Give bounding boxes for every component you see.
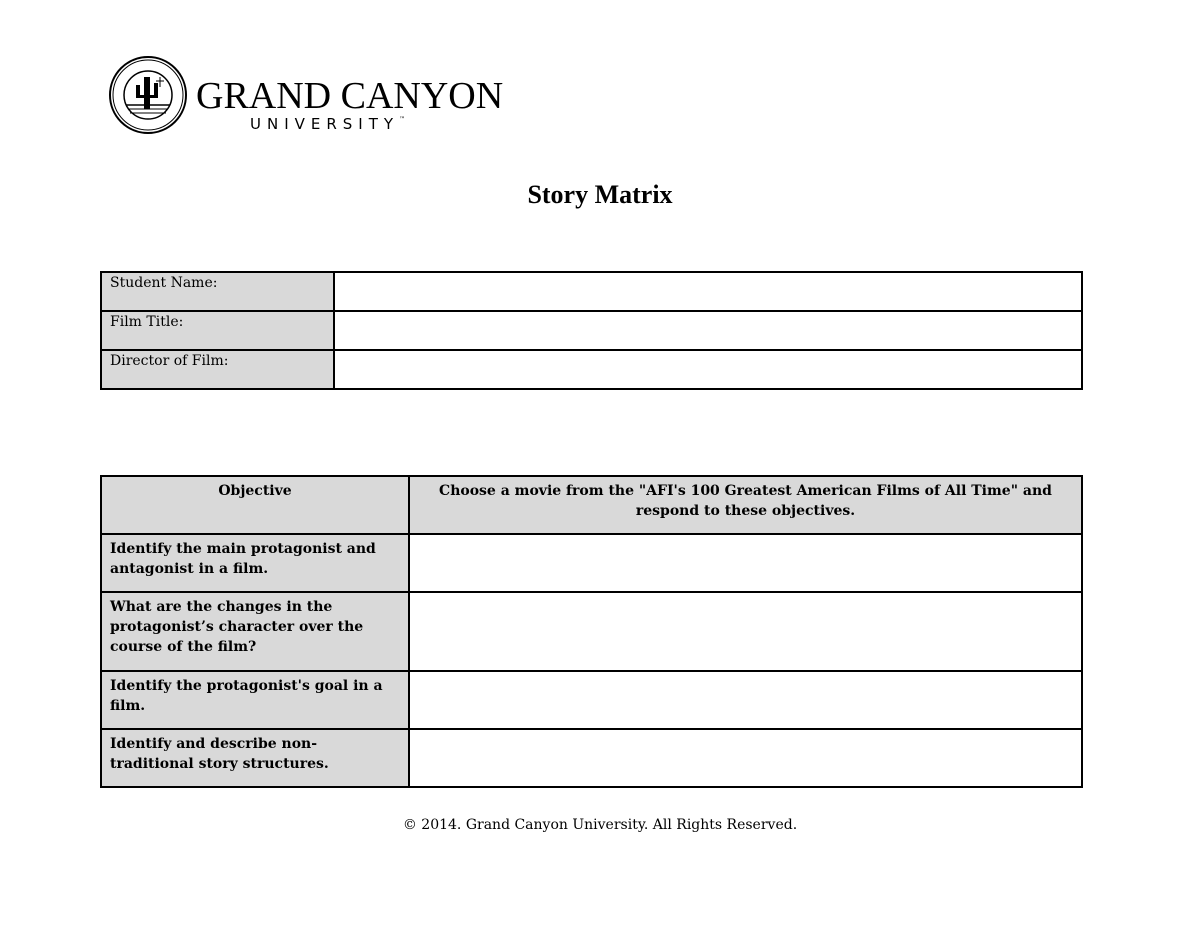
- objective-cell: What are the changes in the protagonist’s character over the course of the film?: [101, 592, 409, 671]
- film-title-field[interactable]: [334, 311, 1082, 350]
- objective-header: Objective: [101, 476, 409, 534]
- film-title-label: Film Title:: [101, 311, 334, 350]
- response-header: Choose a movie from the "AFI's 100 Greatest American Films of All Time" and respond to these objectives.: [409, 476, 1082, 534]
- logo-subtitle: UNIVERSITY™: [250, 115, 406, 133]
- copyright-footer: © 2014. Grand Canyon University. All Rights Reserved.: [402, 817, 798, 833]
- logo-name: GRAND CANYON: [196, 75, 504, 117]
- response-field[interactable]: [409, 592, 1082, 671]
- table-row: [101, 671, 1082, 729]
- response-field[interactable]: [409, 729, 1082, 787]
- table-row: [101, 311, 1082, 350]
- university-seal-icon: [108, 55, 188, 135]
- table-row: [101, 350, 1082, 389]
- university-logo: [108, 55, 504, 140]
- objective-cell: Identify the main protagonist and antagonist in a film.: [101, 534, 409, 592]
- table-row: [101, 592, 1082, 671]
- response-field[interactable]: [409, 671, 1082, 729]
- table-row: [101, 272, 1082, 311]
- student-info-table: [100, 271, 1083, 390]
- director-label: Director of Film:: [101, 350, 334, 389]
- page-title: Story Matrix: [527, 180, 673, 209]
- response-field[interactable]: [409, 534, 1082, 592]
- student-name-field[interactable]: [334, 272, 1082, 311]
- objective-cell: Identify and describe non-traditional story structures.: [101, 729, 409, 787]
- table-row: [101, 534, 1082, 592]
- objective-cell: Identify the protagonist's goal in a film.: [101, 671, 409, 729]
- director-field[interactable]: [334, 350, 1082, 389]
- table-header-row: [101, 476, 1082, 534]
- student-name-label: Student Name:: [101, 272, 334, 311]
- objectives-table: [100, 475, 1083, 788]
- table-row: [101, 729, 1082, 787]
